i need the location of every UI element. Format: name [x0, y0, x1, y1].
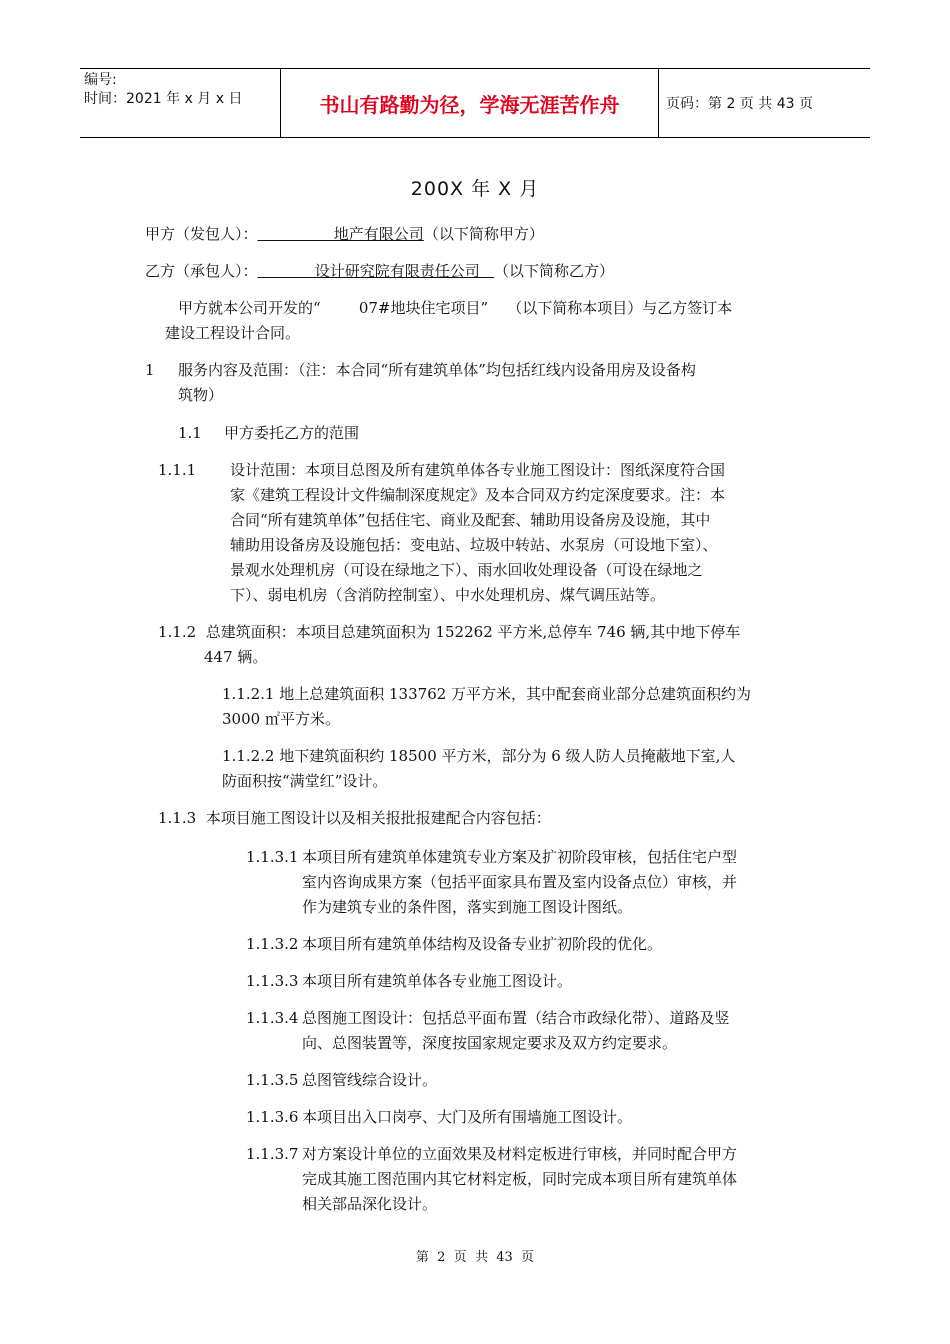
- party-a-label: 甲方（发包人）：: [145, 225, 258, 243]
- section-1-1-number: 1.1: [178, 424, 202, 442]
- party-b-name: 设计研究院有限责任公司: [257, 262, 495, 280]
- s1121-line-2: 3000 ㎡平方米。: [222, 710, 340, 728]
- item-line: 本项目所有建筑单体结构及设备专业扩初阶段的优化。: [302, 935, 663, 953]
- s112-line-1: 1.1.2 总建筑面积：本项目总建筑面积为 152262 平方米,总停车 746 辆,其中地下停车: [158, 623, 741, 641]
- code-label: 编号:: [84, 72, 117, 88]
- party-a: [145, 222, 544, 247]
- item-line: 作为建筑专业的条件图，落实到施工图设计图纸。: [302, 898, 633, 916]
- item-line: 本项目所有建筑单体各专业施工图设计。: [302, 972, 573, 990]
- section-1-1-text: 甲方委托乙方的范围: [224, 424, 360, 442]
- item-line: 室内咨询成果方案（包括平面家具布置及室内设备点位）审核，并: [302, 873, 738, 891]
- item-line: 本项目出入口岗亭、大门及所有围墙施工图设计。: [302, 1108, 633, 1126]
- s1121-line-1: 1.1.2.1 地上总建筑面积 133762 万平方米，其中配套商业部分总建筑面积约为: [222, 685, 752, 703]
- item-number: 1.1.3.3: [246, 972, 299, 990]
- header-meta: [80, 69, 284, 139]
- item-line: 总图施工图设计：包括总平面布置（结合市政绿化带）、道路及竖: [302, 1009, 730, 1027]
- item-number: 1.1.3.1: [246, 848, 299, 866]
- s1122-line-2: 防面积按“满堂红”设计。: [222, 772, 388, 790]
- item-line: 向、总图装置等，深度按国家规定要求及双方约定要求。: [302, 1034, 678, 1052]
- s111-line-3: 合同“所有建筑单体”包括住宅、商业及配套、辅助用设备房及设施，其中: [230, 511, 711, 529]
- item-line: 总图管线综合设计。: [302, 1071, 438, 1089]
- party-b: [145, 259, 614, 284]
- intro-line-2: 建设工程设计合同。: [165, 324, 301, 342]
- party-b-label: 乙方（承包人）：: [145, 262, 258, 280]
- date-label: 时间：2021 年 x 月 x 日: [84, 91, 243, 107]
- section-1-1-1-number: 1.1.1: [158, 461, 197, 479]
- header-page-info: 页码：第 2 页 共 43 页: [666, 96, 813, 112]
- s111-line-1: 设计范围：本项目总图及所有建筑单体各专业施工图设计：图纸深度符合国: [230, 461, 726, 479]
- item-line: 本项目所有建筑单体建筑专业方案及扩初阶段审核，包括住宅户型: [302, 848, 738, 866]
- s113-text: 1.1.3 本项目施工图设计以及相关报批报建配合内容包括：: [158, 809, 551, 827]
- page-header: [80, 68, 870, 138]
- page-footer: 第 2 页 共 43 页: [415, 1250, 535, 1265]
- s111-line-5: 景观水处理机房（可设在绿地之下）、雨水回收处理设备（可设在绿地之: [230, 561, 703, 579]
- s111-line-2: 家《建筑工程设计文件编制深度规定》及本合同双方约定深度要求。注：本: [230, 486, 726, 504]
- s111-line-6: 下）、弱电机房（含消防控制室）、中水处理机房、煤气调压站等。: [230, 586, 666, 604]
- item-number: 1.1.3.6: [246, 1108, 299, 1126]
- item-number: 1.1.3.4: [246, 1009, 299, 1027]
- section-1-line-1: 服务内容及范围：（注：本合同“所有建筑单体”均包括红线内设备用房及设备构: [178, 361, 696, 379]
- document-date-title: 200X 年 X 月: [410, 178, 540, 200]
- party-a-suffix: （以下简称甲方）: [423, 225, 544, 243]
- item-number: 1.1.3.5: [246, 1071, 299, 1089]
- section-1-line-2: 筑物）: [178, 386, 224, 404]
- item-number: 1.1.3.2: [246, 935, 299, 953]
- s111-line-4: 辅助用设备房及设施包括：变电站、垃圾中转站、水泵房（可设地下室）、: [230, 536, 718, 554]
- item-line: 对方案设计单位的立面效果及材料定板进行审核，并同时配合甲方: [302, 1145, 738, 1163]
- item-line: 相关部品深化设计。: [302, 1195, 438, 1213]
- section-1-number: 1: [145, 361, 155, 379]
- s112-line-2: 447 辆。: [204, 648, 268, 666]
- item-number: 1.1.3.7: [246, 1145, 299, 1163]
- party-a-name: 地产有限公司: [257, 225, 424, 243]
- item-line: 完成其施工图范围内其它材料定板，同时完成本项目所有建筑单体: [302, 1170, 738, 1188]
- intro-line-1: 甲方就本公司开发的“ 07#地块住宅项目” （以下简称本项目）与乙方签订本: [178, 299, 733, 317]
- header-motto: 书山有路勤为径，学海无涯苦作舟: [280, 69, 659, 137]
- party-b-suffix: （以下简称乙方）: [494, 262, 615, 280]
- s1122-line-1: 1.1.2.2 地下建筑面积约 18500 平方米，部分为 6 级人防人员掩蔽地下室,人: [222, 747, 736, 765]
